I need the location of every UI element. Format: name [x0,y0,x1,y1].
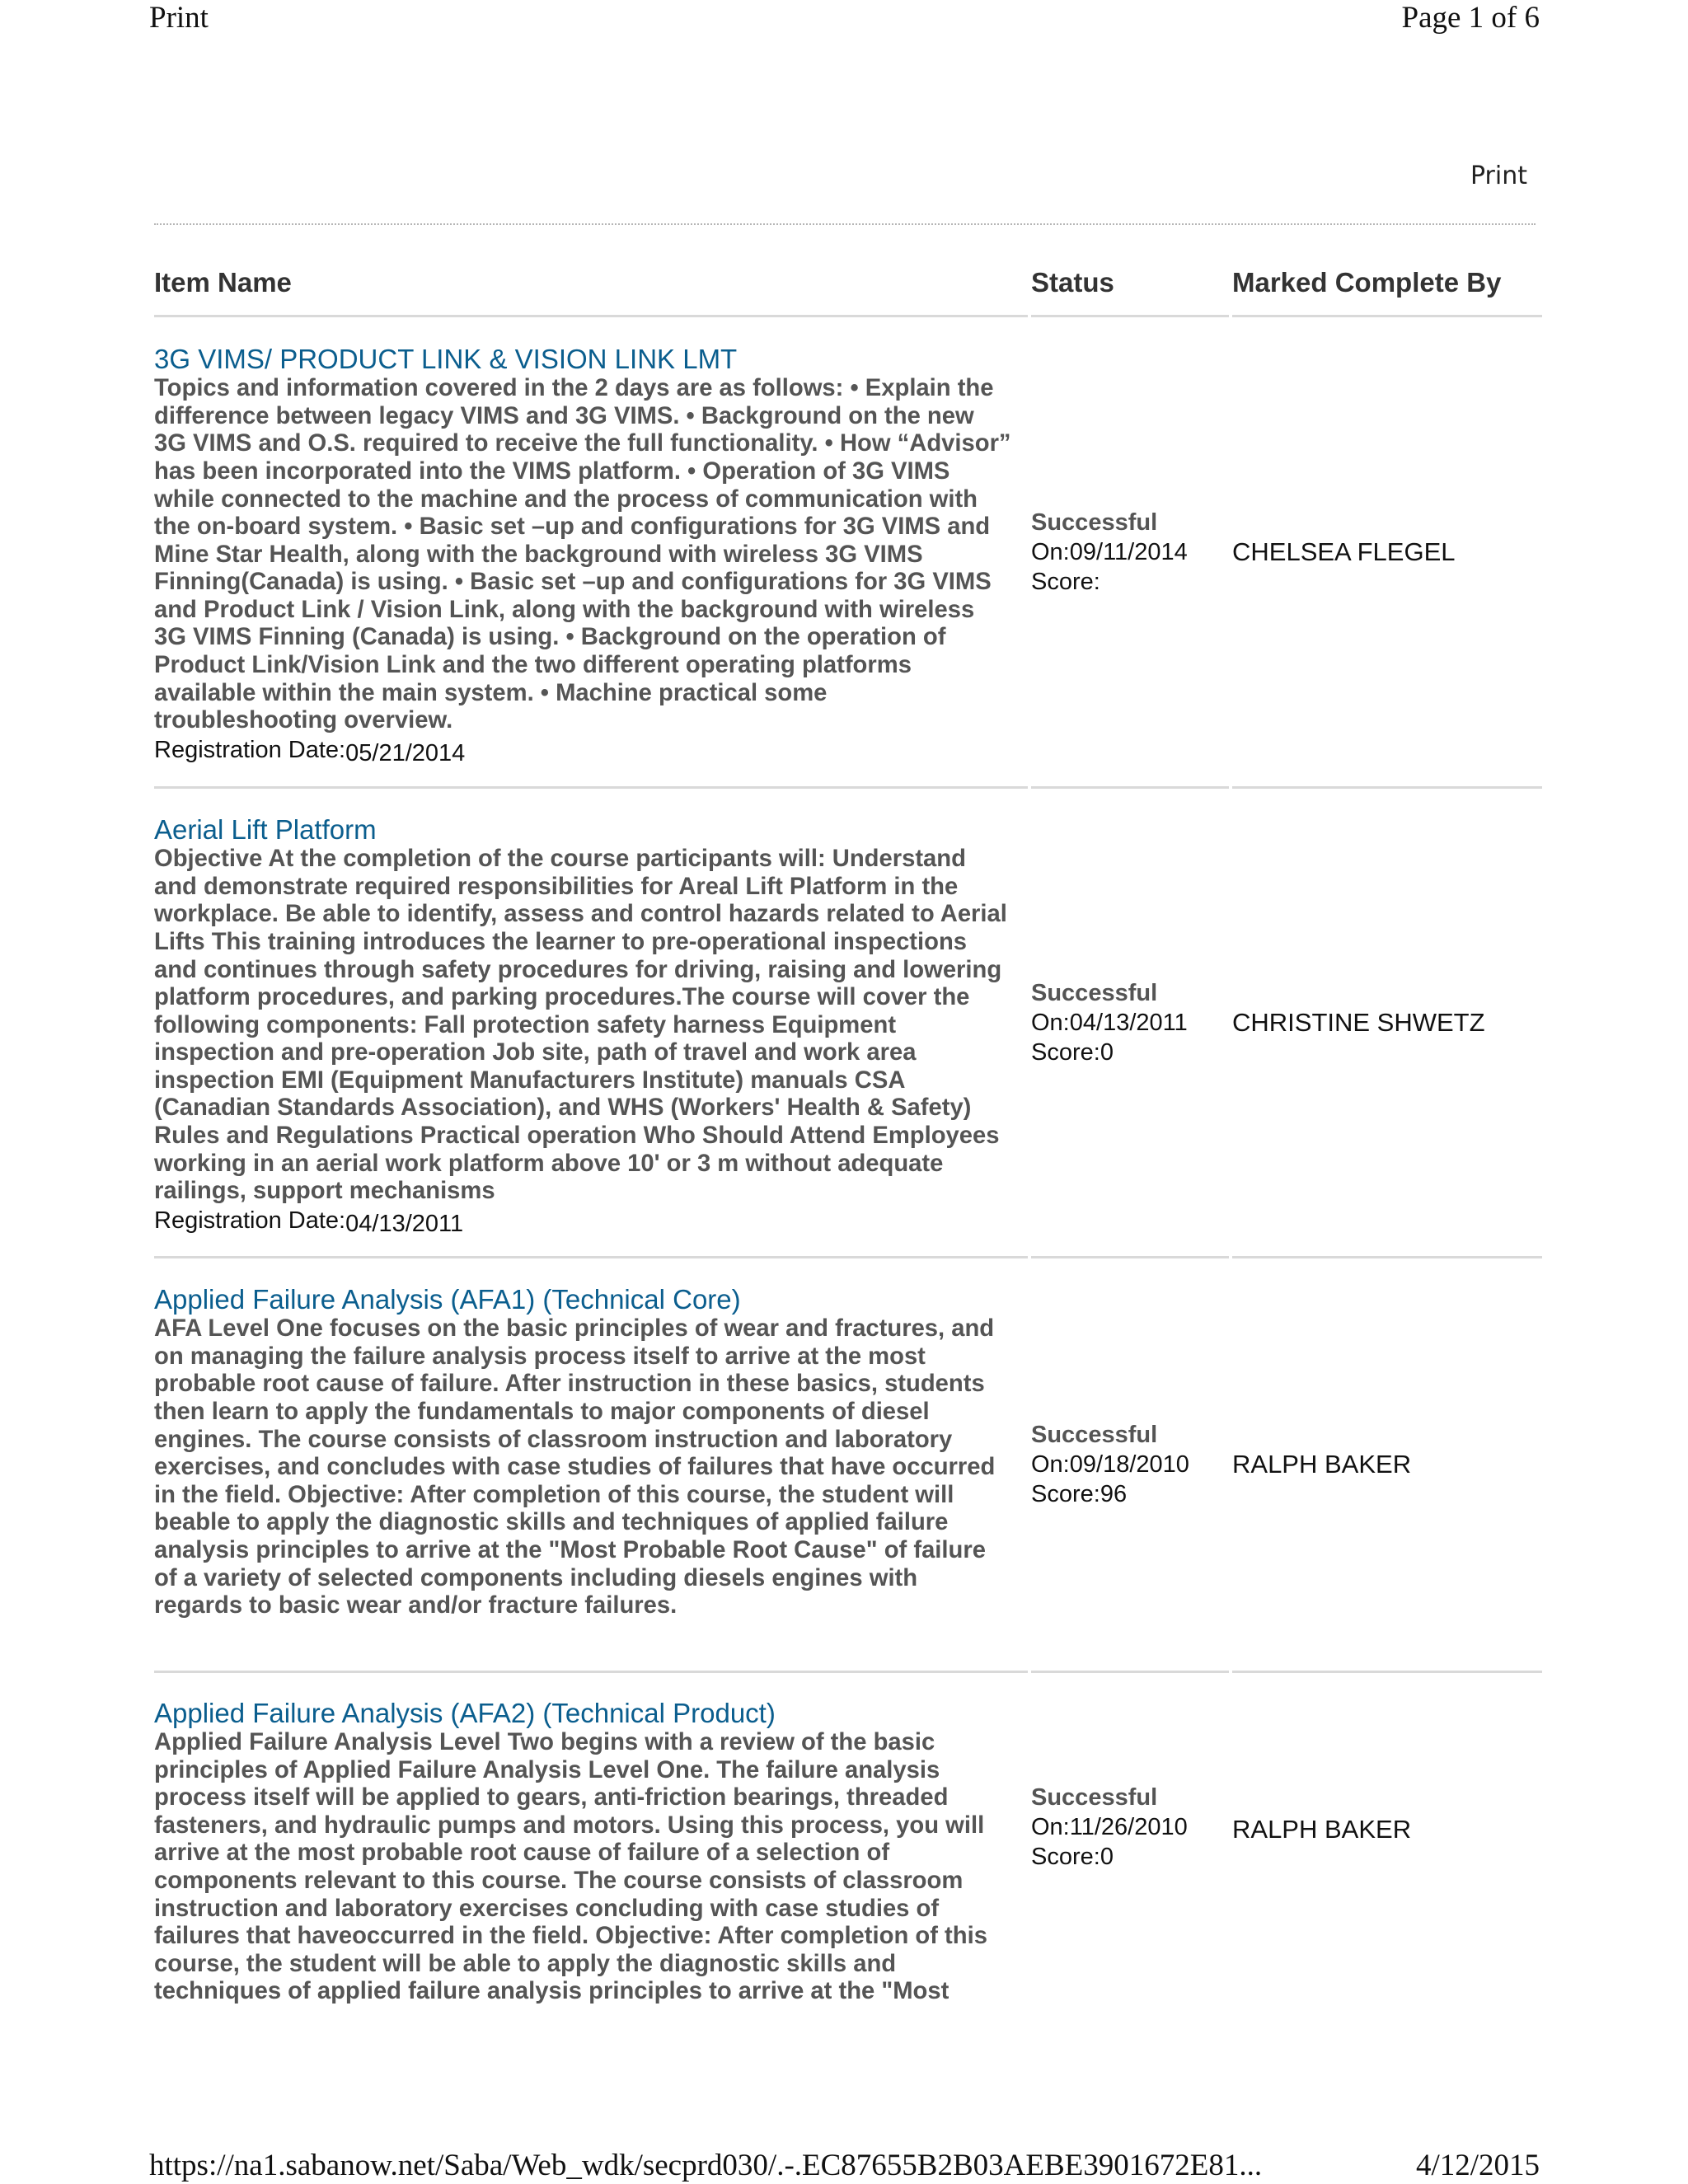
status-cell [1031,1673,1229,2026]
score-value: 0 [1100,1844,1114,1870]
score-value: 96 [1100,1481,1128,1507]
on-date: 04/13/2011 [1069,1009,1188,1036]
footer-date: 4/12/2015 [1415,2149,1540,2182]
item-cell [154,1258,1028,1673]
score-line [1031,567,1229,597]
table-header-row [154,255,1542,317]
table-row [154,317,1542,789]
status-value: Successful [1031,509,1158,536]
item-cell [154,789,1028,1258]
completed-by-cell: CHRISTINE SHWETZ [1232,789,1542,1258]
on-label: On: [1031,538,1070,565]
on-label: On: [1031,1009,1070,1036]
score-label: Score: [1031,1844,1100,1870]
page-counter: Page 1 of 6 [1401,1,1540,35]
status-value: Successful [1031,1784,1158,1811]
item-title-link[interactable]: Aerial Lift Platform [154,814,377,846]
registration-label: Registration Date: [154,736,346,763]
status-cell [1031,317,1229,789]
registration-date: 04/13/2011 [345,1210,464,1237]
status-value: Successful [1031,979,1158,1006]
item-title-link[interactable]: Applied Failure Analysis (AFA1) (Technical Core) [154,1284,741,1315]
status-cell [1031,789,1229,1258]
item-title-link[interactable]: Applied Failure Analysis (AFA2) (Technical Product) [154,1698,776,1728]
completed-on [1031,1008,1229,1038]
score-label: Score: [1031,1481,1100,1507]
score-value: 0 [1100,1038,1114,1066]
status-cell [1031,1258,1229,1673]
item-cell [154,1673,1028,2026]
completed-by-cell: CHELSEA FLEGEL [1232,317,1542,789]
table-row [154,1673,1542,2026]
on-date: 09/18/2010 [1069,1451,1189,1478]
score-label: Score: [1031,568,1100,595]
on-date: 11/26/2010 [1069,1814,1188,1840]
table-row [154,789,1542,1258]
item-description: Topics and information covered in the 2 days are as follows: • Explain the difference between legacy VIMS and 3G VIMS. • Background on the new 3G VIMS and O.S. required to receive the full functionality. • How “Advisor” has been incorporated into the VIMS platform. • Operation of 3G VIMS while connected to the machine and the process of communication with the on-board system. • Basic set –up and configurations for 3G VIMS and Mine Star Health, along with the background with wireless 3G VIMS Finning(Canada) is using. • Basic set –up and configurations for 3G VIMS and Product Link / Vision Link, along with the background with wireless 3G VIMS Finning (Canada) is using. • Background on the operation of Product Link/Vision Link and the two different operating platforms available within the main system. • Machine practical some troubleshooting overview. [154,375,1011,734]
footer-url: https://na1.sabanow.net/Saba/Web_wdk/secprd030/.-.EC87655B2B03AEBE3901672E81... [149,2149,1263,2182]
item-title-link[interactable]: 3G VIMS/ PRODUCT LINK & VISION LINK LMT [154,344,738,375]
registration-line [154,1206,1011,1235]
completed-by-cell: RALPH BAKER [1232,1258,1542,1673]
table-row [154,1258,1542,1673]
on-label: On: [1031,1814,1070,1840]
dotted-divider [154,223,1536,225]
item-description: Objective At the completion of the course participants will: Understand and demonstrate required responsibilities for Areal Lift Platform in the workplace. Be able to identify, assess and control hazards related to Aerial Lifts This training introduces the learner to pre-operational inspections and continues through safety procedures for driving, raising and lowering platform procedures, and parking procedures.The course will cover the following components: Fall protection safety harness Equipment inspection and pre-operation Job site, path of travel and work area inspection EMI (Equipment Manufacturers Institute) manuals CSA (Canadian Standards Association), and WHS (Workers' Health & Safety) Rules and Regulations Practical operation Who Should Attend Employees working in an aerial work platform above 10' or 3 m without adequate railings, support mechanisms [154,846,1007,1205]
score-line [1031,1842,1229,1872]
column-header-marked-complete-by[interactable]: Marked Complete By [1232,255,1542,317]
registration-line [154,735,1011,765]
score-label: Score: [1031,1038,1100,1066]
item-cell [154,317,1028,789]
column-header-status[interactable]: Status [1031,255,1229,317]
print-link[interactable]: Print [1470,162,1527,190]
completed-by-cell: RALPH BAKER [1232,1815,1412,1844]
print-header-left: Print [149,1,209,35]
completed-on [1031,1812,1229,1842]
item-description: Applied Failure Analysis Level Two begins with a review of the basic principles of Applied Failure Analysis Level One. The failure analysis process itself will be applied to gears, anti-friction bearings, threaded fasteners, and hydraulic pumps and motors. Using this process, you will arrive at the most probable root cause of failure of a selection of components relevant to this course. The course consists of classroom instruction and laboratory exercises concluding with case studies of failures that haveoccurred in the field. Objective: After completion of this course, the student will be able to apply the diagnostic skills and techniques of applied failure analysis principles to arrive at the "Most [154,1729,987,2005]
registration-label: Registration Date: [154,1207,346,1234]
transcript-table [151,255,1545,2026]
registration-date: 05/21/2014 [345,739,466,766]
score-line [1031,1038,1229,1067]
on-label: On: [1031,1451,1070,1478]
item-description: AFA Level One focuses on the basic principles of wear and fractures, and on managing the failure analysis process itself to arrive at the most probable root cause of failure. After instruction in these basics, students then learn to apply the fundamentals to major components of diesel engines. The course consists of classroom instruction and laboratory exercises, and concludes with case studies of failures that have occurred in the field. Objective: After completion of this course, the student will beable to apply the diagnostic skills and techniques of applied failure analysis principles to arrive at the "Most Probable Root Cause" of failure of a variety of selected components including diesels engines with regards to basic wear and/or fracture failures. [154,1315,996,1619]
on-date: 09/11/2014 [1069,538,1188,565]
status-value: Successful [1031,1422,1158,1448]
column-header-item-name[interactable]: Item Name [154,255,1028,317]
completed-on [1031,537,1229,567]
score-line [1031,1479,1229,1509]
completed-on [1031,1450,1229,1479]
